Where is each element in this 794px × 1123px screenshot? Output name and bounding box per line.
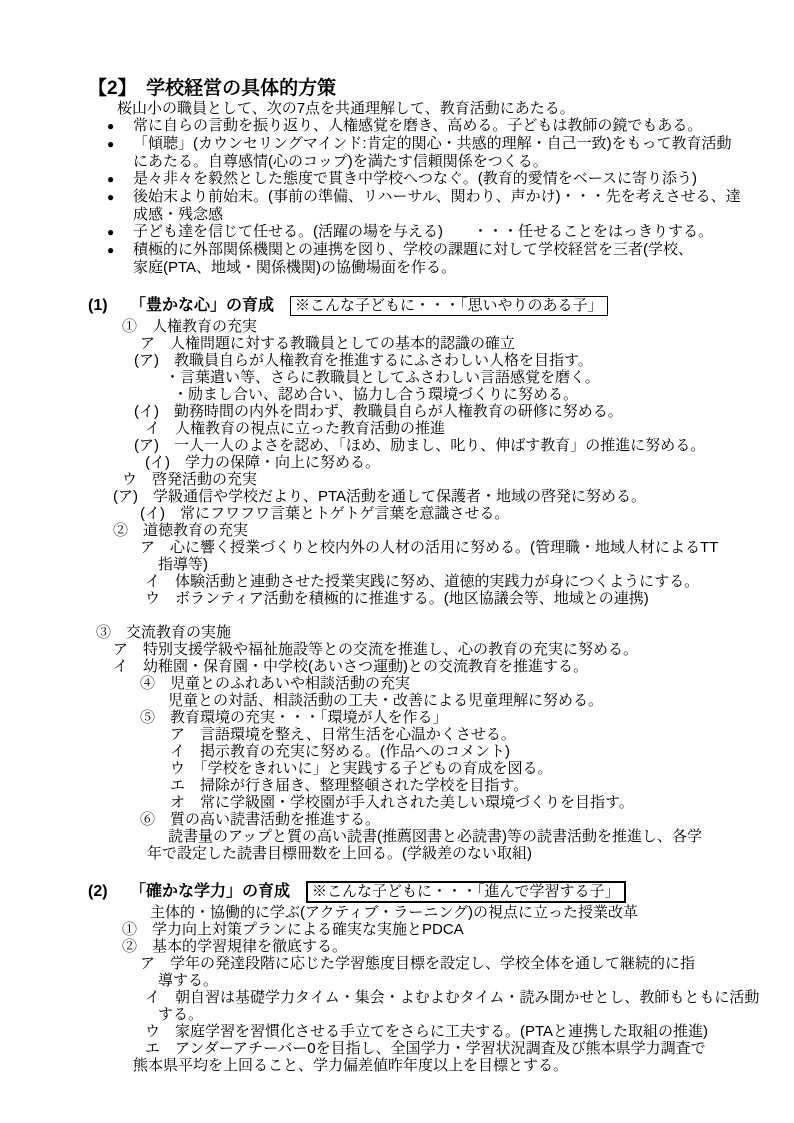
text-line [122, 938, 742, 955]
section-title: 「確かな学力」の育成 [130, 883, 291, 900]
line-text: (ア) 教職員自らが人権教育を推進するにふさわしい人格を目指す。 [134, 352, 593, 369]
bullet-icon: ● [107, 172, 115, 186]
section-number: (1) [88, 297, 108, 314]
line-gap [88, 276, 742, 295]
text-line [170, 726, 742, 743]
text-line [140, 709, 742, 726]
line-text: 主体的・協働的に学ぶ(アクティブ・ラーニング)の視点に立った授業改革 [150, 904, 639, 921]
text-line [140, 505, 742, 522]
text-line [140, 335, 742, 352]
line-text: ア 学年の発達段階に応じた学習態度目標を設定し、学校全体を通して継続的に指 [140, 955, 696, 972]
text-line [122, 318, 742, 335]
text-line [158, 1006, 742, 1023]
line-text: (ア) 一人一人のよさを認め、「ほめ、励まし、叱り、伸ばす教育」の推進に努める。 [134, 437, 706, 454]
bullet-icon: ● [107, 190, 115, 204]
line-text: 桜山小の職員として、次の7点を共通理解して、教育活動にあたる。 [117, 100, 575, 117]
line-text: ・言葉遣い等、さらに教職員としてふさわしい言語感覚を磨く。 [165, 369, 600, 386]
document-title: 【2】 学校経営の具体的方策 [88, 78, 337, 99]
bullet-item [107, 188, 742, 206]
text-line [145, 420, 742, 437]
line-text: (イ) 学力の保障・向上に努める。 [145, 454, 380, 471]
line-text: 読書量のアップと質の高い読書(推薦図書と必読書)等の読書活動を推進し、各学 [168, 828, 702, 845]
document-body [88, 100, 760, 1074]
line-text: ・励まし合い、認め合い、協力し合う環境づくりに努める。 [173, 386, 579, 403]
line-text: エ アンダーアチーバー0を目指し、全国学力・学習状況調査及び熊本県学力調査で [145, 1040, 706, 1057]
text-line [113, 658, 742, 675]
line-text: 導する。 [158, 972, 219, 989]
line-text: ② 基本的学習規律を徹底する。 [122, 938, 348, 955]
text-line [134, 403, 742, 420]
line-text: 児童との対話、相談活動の工夫・改善による児童理解に努める。 [168, 692, 604, 709]
text-line [113, 641, 742, 658]
text-line [140, 811, 742, 828]
bullet-icon: ● [107, 119, 115, 133]
line-text: ア 心に響く授業づくりと校内外の人材の活用に努める。(管理職・地域人材によるTT [140, 539, 719, 556]
line-text: ② 道徳教育の充実 [113, 522, 249, 539]
text-line [145, 573, 742, 590]
text-line [113, 522, 742, 539]
text-line [145, 989, 760, 1006]
line-text: イ 朝自習は基礎学力タイム・集会・よむよむタイム・読み聞かせとし、教師もともに活動 [145, 989, 760, 1006]
line-text: ウ 啓発活動の充実 [122, 471, 258, 488]
line-text: ① 学力向上対策プランによる確実な実施とPDCA [122, 921, 464, 938]
text-line [134, 437, 742, 454]
section-number: (2) [88, 883, 108, 900]
line-text: 後始末より前始末。(事前の準備、リハーサル、関わり、声かけ)・・・先を考えさせる、達 [133, 188, 741, 205]
bullet-item [107, 241, 742, 259]
line-text: 常に自らの言動を振り返り、人権感覚を磨き、高める。子どもは教師の鏡でもある。 [133, 117, 703, 134]
bullet-icon: ● [107, 137, 115, 151]
line-text: 積極的に外部関係機関との連携を図り、学校の課題に対して学校経営を三者(学校、 [133, 241, 693, 258]
text-line [145, 1023, 742, 1040]
line-text: ウ 「学校をきれいに」と実践する子どもの育成を図る。 [170, 760, 553, 777]
line-text: ④ 児童とのふれあいや相談活動の充実 [140, 675, 411, 692]
line-text: 指導等) [158, 556, 208, 573]
line-text: 熊本県平均を上回ること、学力偏差値昨年度以上を目標とする。 [133, 1057, 569, 1074]
text-line [117, 100, 742, 117]
line-text: 年で設定した読書目標冊数を上回る。(学級差のない取組) [147, 845, 532, 862]
text-line [165, 369, 742, 386]
line-text: 成感・残念感 [133, 206, 224, 223]
text-line [150, 904, 742, 921]
line-text: ア 人権問題に対する教職員としての基本的認識の確立 [140, 335, 516, 352]
text-line [145, 454, 742, 471]
line-gap [88, 862, 742, 881]
text-line [158, 972, 742, 989]
section-title: 「豊かな心」の育成 [130, 297, 275, 314]
text-line [140, 955, 742, 972]
text-line [170, 794, 742, 811]
text-line [140, 675, 742, 692]
text-line [133, 259, 742, 276]
line-text: 「傾聴」(カウンセリングマインド:肯定的関心・共感的理解・自己一致)をもって教育活動 [133, 135, 732, 152]
text-line [122, 471, 742, 488]
line-text: (ア) 学級通信や学校だより、PTA活動を通して保護者・地域の啓発に努める。 [113, 488, 647, 505]
text-line [122, 921, 742, 938]
line-gap [88, 607, 742, 624]
text-line [173, 386, 742, 403]
line-text: ⑤ 教育環境の充実・・・「環境が人を作る」 [140, 709, 448, 726]
section-note-box: ※こんな子どもに・・・「進んで学習する子」 [306, 881, 626, 903]
line-text: 家庭(PTA、地域・関係機関)の協働場面を作る。 [133, 259, 457, 276]
bullet-item [107, 223, 742, 241]
text-line [133, 206, 742, 223]
line-text: ③ 交流教育の実施 [96, 624, 232, 641]
bullet-item [107, 170, 742, 188]
section-heading [88, 881, 742, 902]
text-line [170, 743, 742, 760]
line-text: イ 人権教育の視点に立った教育活動の推進 [145, 420, 446, 437]
line-text: 子ども達を信じて任せる。(活躍の場を与える) ・・・任せることをはっきりする。 [133, 223, 713, 240]
line-text: ア 言語環境を整え、日常生活を心温かくさせる。 [170, 726, 516, 743]
line-text: (イ) 勤務時間の内外を問わず、教職員自らが人権教育の研修に努める。 [134, 403, 623, 420]
line-text: イ 掲示教育の充実に努める。(作品へのコメント) [170, 743, 510, 760]
line-text: ⑥ 質の高い読書活動を推進する。 [140, 811, 381, 828]
text-line [147, 845, 742, 862]
line-text: イ 幼稚園・保育園・中学校(あいさつ運動)との交流教育を推進する。 [113, 658, 588, 675]
text-line [134, 352, 742, 369]
text-line [168, 828, 742, 845]
line-text: イ 体験活動と連動させた授業実践に努め、道徳的実践力が身につくようにする。 [145, 573, 700, 590]
text-line [158, 556, 742, 573]
bullet-item [107, 117, 742, 135]
line-text: にあたる。自尊感情(心のコップ)を満たす信頼関係をつくる。 [133, 153, 548, 170]
line-text: エ 掃除が行き届き、整理整頓された学校を目指す。 [170, 777, 529, 794]
line-text: ① 人権教育の充実 [122, 318, 258, 335]
bullet-icon: ● [107, 243, 115, 257]
text-line [170, 777, 742, 794]
text-line [145, 590, 742, 607]
section-note-box: ※こんな子どもに・・・「思いやりのある子」 [290, 296, 608, 316]
line-text: ア 特別支援学級や福祉施設等との交流を推進し、心の教育の充実に努める。 [113, 641, 639, 658]
line-text: (イ) 常にフワフワ言葉とトゲトゲ言葉を意識させる。 [140, 505, 510, 522]
text-line [96, 624, 742, 641]
line-text: ウ ボランティア活動を積極的に推進する。(地区協議会等、地域との連携) [145, 590, 649, 607]
text-line [113, 488, 742, 505]
bullet-icon: ● [107, 225, 115, 239]
line-text: 是々非々を毅然とした態度で貫き中学校へつなぐ。(教育的愛情をベースに寄り添う) [133, 170, 697, 187]
text-line [170, 760, 742, 777]
bullet-item [107, 135, 742, 153]
text-line [168, 692, 742, 709]
line-text: オ 常に学級園・学校園が手入れされた美しい環境づくりを目指す。 [170, 794, 634, 811]
text-line [140, 539, 742, 556]
text-line [145, 1040, 742, 1057]
text-line [133, 153, 742, 170]
line-text: する。 [158, 1006, 204, 1023]
section-heading [88, 295, 742, 316]
text-line [133, 1057, 742, 1074]
line-text: ウ 家庭学習を習慣化させる手立てをさらに工夫する。(PTAと連携した取組の推進) [145, 1023, 709, 1040]
